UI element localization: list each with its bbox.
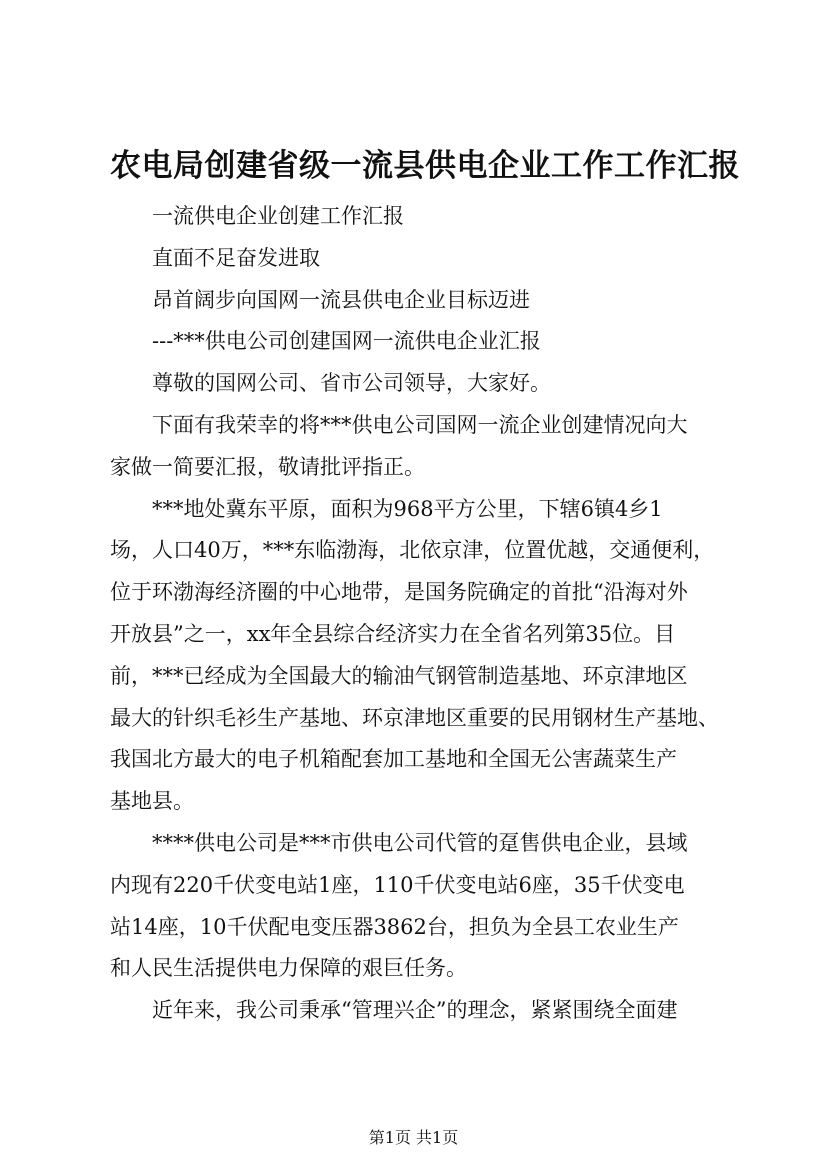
page-number: 第1页 (368, 1128, 411, 1147)
body-line: 最大的针织毛衫生产基地、环京津地区重要的民用钢材生产基地、 (110, 705, 719, 730)
body-line: 直面不足奋发进取 (110, 245, 320, 270)
body-line: 前，***已经成为全国最大的输油气钢管制造基地、环京津地区 (110, 663, 688, 688)
body-line: 开放县”之一，xx年全县综合经济实力在全省名列第35位。目 (110, 621, 676, 646)
body-line: 位于环渤海经济圈的中心地带，是国务院确定的首批“沿海对外 (110, 580, 688, 605)
body-line: ---***供电公司创建国网一流供电企业汇报 (110, 329, 541, 354)
body-line: 基地县。 (110, 789, 194, 814)
document-title: 农电局创建省级一流县供电企业工作工作汇报 (110, 148, 740, 184)
body-line: 站14座，10千伏配电变压器3862台，担负为全县工农业生产 (110, 914, 679, 939)
body-line: 场，人口40万，***东临渤海，北依京津，位置优越，交通便利， (110, 538, 715, 563)
body-line: 和人民生活提供电力保障的艰巨任务。 (110, 956, 467, 981)
body-line: 内现有220千伏变电站1座，110千伏变电站6座，35千伏变电 (110, 872, 685, 897)
page-total: 共1页 (416, 1128, 459, 1147)
document-body (110, 196, 730, 1032)
body-line: 近年来，我公司秉承“管理兴企”的理念，紧紧围绕全面建 (110, 998, 678, 1023)
body-line: 昂首阔步向国网一流县供电企业目标迈进 (110, 287, 530, 312)
body-line: 一流供电企业创建工作汇报 (110, 204, 404, 228)
body-line: ***地处冀东平原，面积为968平方公里，下辖6镇4乡1 (110, 496, 663, 521)
body-line: 家做一简要汇报，敬请批评指正。 (110, 454, 425, 479)
page-footer (0, 1126, 827, 1150)
body-line: 我国北方最大的电子机箱配套加工基地和全国无公害蔬菜生产 (110, 747, 677, 772)
body-line: ****供电公司是***市供电公司代管的趸售供电企业，县域 (110, 830, 688, 855)
body-line: 下面有我荣幸的将***供电公司国网一流企业创建情况向大 (110, 412, 688, 437)
body-line: 尊敬的国网公司、省市公司领导，大家好。 (110, 371, 551, 396)
